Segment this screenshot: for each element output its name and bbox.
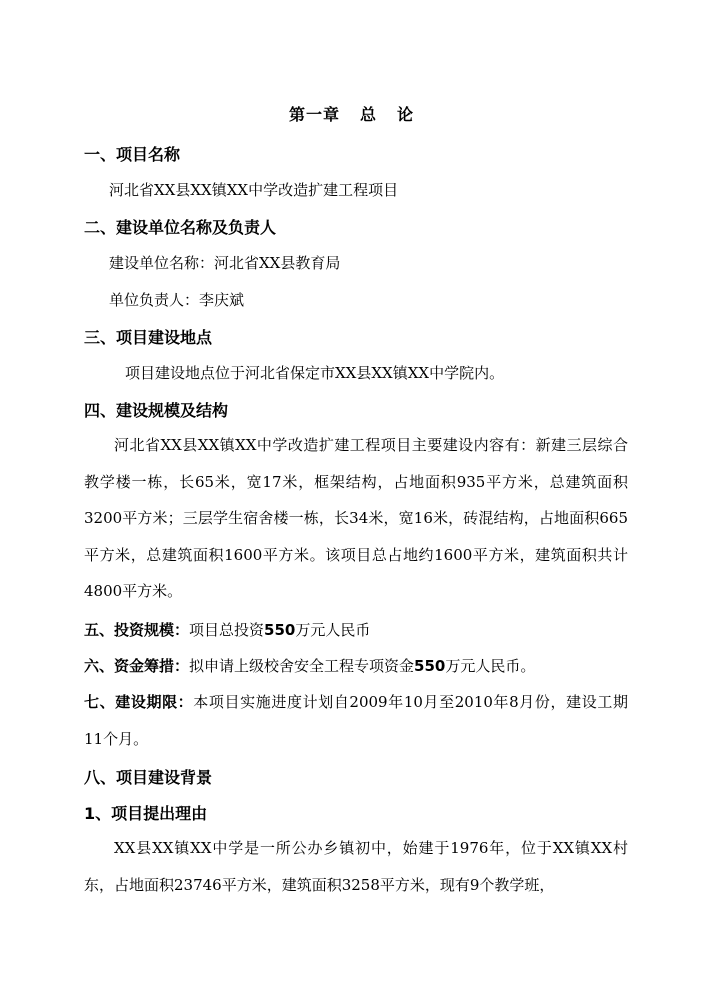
section-6-amount: 550 — [414, 657, 446, 675]
section-3-heading: 三、项目建设地点 — [84, 328, 213, 347]
section-2-heading: 二、建设单位名称及负责人 — [84, 218, 277, 237]
chapter-number: 第一章 — [288, 105, 340, 124]
section-5-heading: 五、投资规模： — [84, 621, 190, 639]
section-2-person: 单位负责人：李庆斌 — [109, 291, 245, 309]
section-7-block — [84, 684, 628, 757]
section-1-text: 河北省XX县XX镇XX中学改造扩建工程项目 — [109, 181, 399, 199]
section-8-1-heading: 1、项目提出理由 — [84, 804, 208, 823]
section-4-heading: 四、建设规模及结构 — [84, 401, 229, 420]
chapter-word-1: 总 — [359, 105, 377, 124]
section-3-text: 项目建设地点位于河北省保定市XX县XX镇XX中学院内。 — [125, 364, 505, 382]
section-6-pre: 拟申请上级校舍安全工程专项资金 — [189, 657, 415, 675]
section-8-1-text: XX县XX镇XX中学是一所公办乡镇初中，始建于1976年，位于XX镇XX村东，占地面积23746平方米，建筑面积3258平方米，现有9个教学班， — [84, 839, 628, 894]
section-8-heading: 八、项目建设背景 — [84, 768, 213, 787]
chapter-word-2: 论 — [397, 105, 415, 124]
section-6-post: 万元人民币。 — [445, 657, 536, 675]
section-7-heading: 七、建设期限： — [84, 693, 194, 711]
section-5-pre: 项目总投资 — [189, 621, 265, 639]
section-6-line — [84, 655, 535, 676]
section-5-post: 万元人民币 — [295, 621, 371, 639]
section-5-amount: 550 — [264, 621, 296, 639]
section-1-heading: 一、项目名称 — [84, 145, 181, 164]
section-7-text: 本项目实施进度计划自2009年10月至2010年8月份，建设工期11个月。 — [84, 693, 628, 748]
section-5-line — [84, 619, 370, 640]
section-4-text: 河北省XX县XX镇XX中学改造扩建工程项目主要建设内容有：新建三层综合教学楼一栋，长65米，宽17米，框架结构，占地面积935平方米，总建筑面积3200平方米；三层学生宿舍楼一栋，长34米，宽16米，砖混结构，占地面积665平方米，总建筑面积1600平方米。该项目总占地约1600平方米，建筑面积共计4800平方米。 — [84, 436, 628, 600]
section-6-heading: 六、资金筹措： — [84, 657, 190, 675]
section-2-unit: 建设单位名称：河北省XX县教育局 — [109, 254, 341, 272]
chapter-title — [0, 102, 703, 125]
